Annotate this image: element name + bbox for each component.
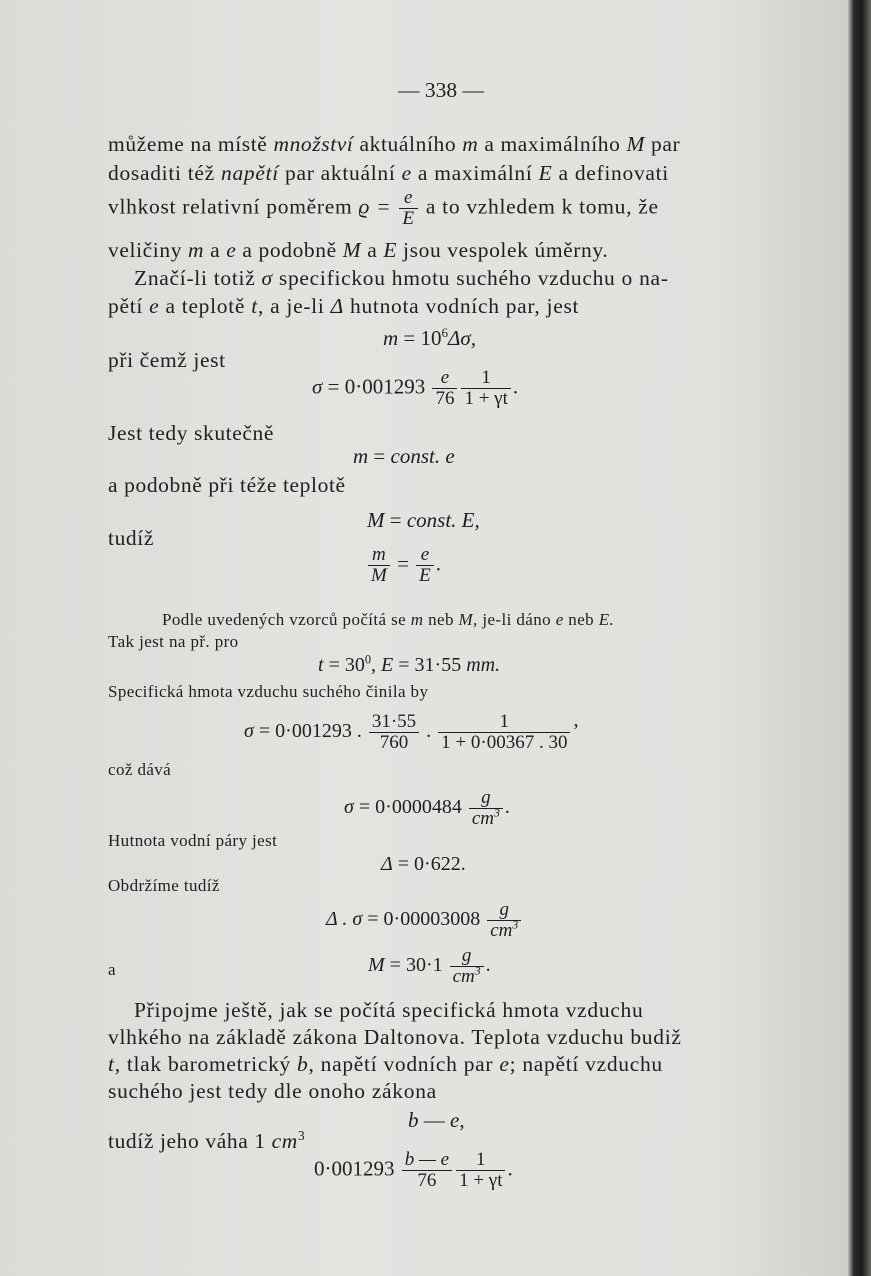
text-line: můžeme na místě množství aktuálního m a maximálního M par bbox=[108, 132, 681, 156]
equation: σ = 0·0000484 $\frac{g}{cm^3}$ . bbox=[344, 787, 510, 829]
text-line: vlhkost relativní poměrem ϱ = $\frac{e}{E}$ a to vzhledem k tomu, že bbox=[108, 187, 659, 229]
text-line: Obdržíme tudíž bbox=[108, 876, 220, 895]
text-line: Značí-li totiž σ specifickou hmotu suchého vzduchu o na- bbox=[134, 266, 669, 290]
text-line: suchého jest tedy dle onoho zákona bbox=[108, 1079, 437, 1103]
text-line: Jest tedy skutečně bbox=[108, 421, 275, 445]
equation: M = 30·1 $\frac{g}{cm^3}$ . bbox=[368, 945, 491, 987]
text-line: a bbox=[108, 960, 116, 979]
text-line: Připojme ještě, jak se počítá specifická hmota vzduchu bbox=[134, 998, 644, 1022]
text-line: dosaditi též napětí par aktuální e a maximální E a definovati bbox=[108, 161, 669, 185]
text-line: pětí e a teplotě t, a je-li Δ hutnota vodních par, jest bbox=[108, 294, 580, 318]
text-line: vlhkého na základě zákona Daltonova. Teplota vzduchu budiž bbox=[108, 1025, 682, 1049]
text-line: tudíž jeho váha 1 $cm^3$ bbox=[108, 1127, 306, 1153]
page-number: — 338 — bbox=[398, 78, 484, 102]
equation: $\frac{m}{M}$ = $\frac{e}{E}$ . bbox=[366, 545, 441, 586]
text-line: Tak jest na př. pro bbox=[108, 632, 239, 651]
equation: σ = 0·001293 . $\frac{31\cdot 55}{760}$ . $\frac{1}{1 + 0\cdot 00367 . 30}$ ’ bbox=[244, 711, 580, 753]
equation: $t = 30^0$, E = 31·55 mm. bbox=[318, 652, 501, 676]
equation: 0·001293 $\frac{b — e}{76}$ $\frac{1}{1 + \gamma t}$ . bbox=[314, 1149, 513, 1191]
text-line: Specifická hmota vzduchu suchého činila by bbox=[108, 682, 429, 701]
equation: m = const. e bbox=[353, 444, 455, 468]
text-line: veličiny m a e a podobně M a E jsou vespolek úměrny. bbox=[108, 238, 609, 262]
equation: Δ = 0·622. bbox=[381, 853, 466, 875]
text-line: při čemž jest bbox=[108, 348, 226, 372]
text-line: Hutnota vodní páry jest bbox=[108, 831, 278, 850]
equation: $m = 10^6\Delta\sigma$, bbox=[383, 325, 476, 350]
equation: σ = 0·001293 $\frac{e}{76}$ $\frac{1}{1 + \gamma t}$ . bbox=[312, 367, 519, 409]
text-line: tudíž bbox=[108, 526, 154, 550]
equation: b — e, bbox=[408, 1108, 465, 1132]
book-spine bbox=[848, 0, 871, 1276]
text-line: a podobně při téže teplotě bbox=[108, 473, 346, 497]
equation: M = const. E, bbox=[367, 508, 480, 532]
text-line: což dává bbox=[108, 760, 172, 779]
text-line: Podle uvedených vzorců počítá se m neb M, je-li dáno e neb E. bbox=[162, 610, 615, 629]
text-line: t, tlak barometrický b, napětí vodních par e; napětí vzduchu bbox=[108, 1052, 663, 1076]
equation: Δ . σ = 0·00003008 $\frac{g}{cm^3}$ bbox=[326, 900, 523, 941]
